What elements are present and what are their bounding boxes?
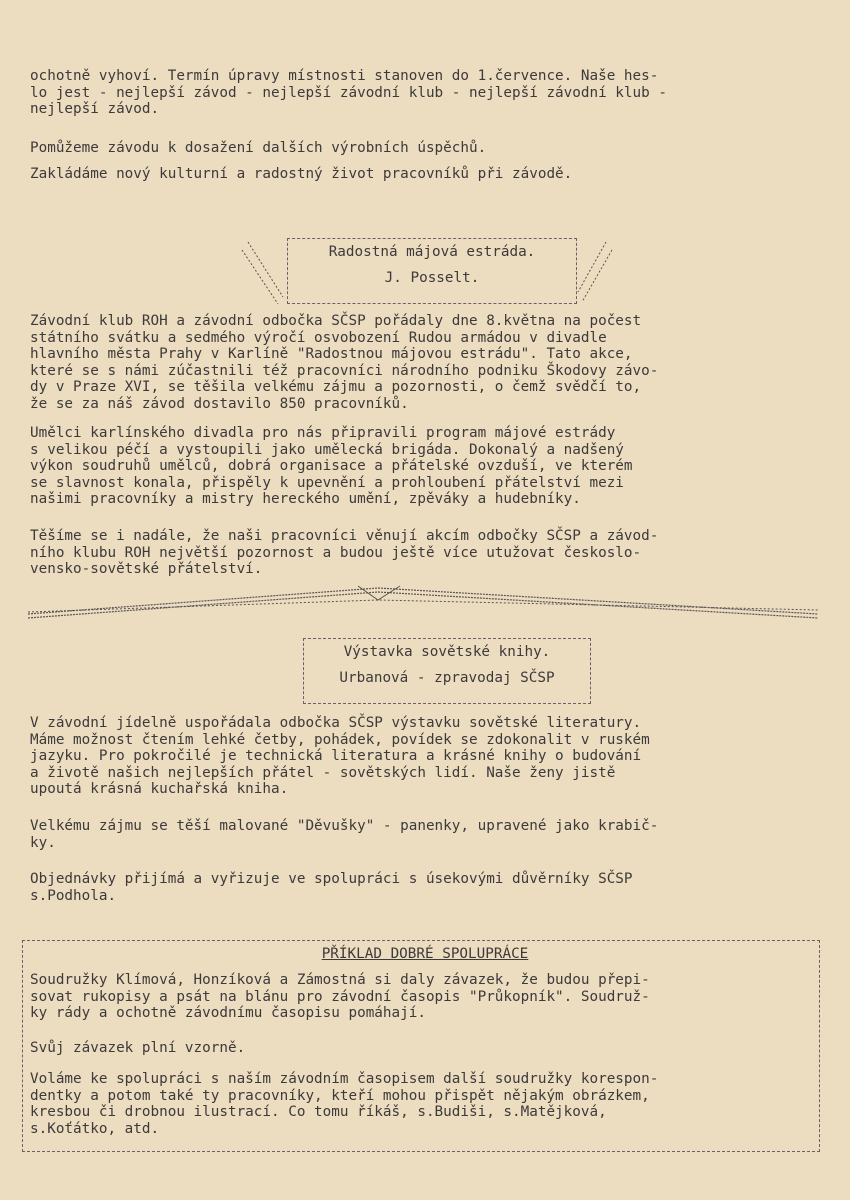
text-line: Voláme ke spolupráci s naším závodním časopisem další soudružky korespon- [30,1071,659,1087]
text-line: Závodní klub ROH a závodní odbočka SČSP pořádaly dne 8.května na počest [30,313,642,329]
text-line: lo jest - nejlepší závod - nejlepší závodní klub - nejlepší závodní klub - [30,84,667,101]
text-line: s velikou péčí a vystoupili jako umělecká brigáda. Dokonalý a nadšený [30,441,624,458]
article2-heading-box [303,638,591,704]
article3-paragraph-3 [30,1071,820,1137]
text-line: Máme možnost čtením lehké četby, pohádek, povídek se zdokonalit v ruském [30,731,650,748]
text-line: které se s námi zúčastnili též pracovníci národního podniku Škodovy závo- [30,362,659,379]
article1-paragraph-1 [30,313,820,412]
text-line: Pomůžeme závodu k dosažení dalších výrobních úspěchů. [30,140,487,156]
text-line: dentky a potom také ty pracovníky, kteří mohou přispět nějakým obrázkem, [30,1087,650,1104]
text-line: dy v Praze XVI, se těšila velkému zájmu a pozornosti, o čemž svědčí to, [30,379,642,395]
text-line: Svůj závazek plní vzorně. [30,1040,246,1056]
text-line: ochotně vyhoví. Termín úpravy místnosti stanoven do 1.července. Naše hes- [30,68,659,84]
text-line: nejlepší závod. [30,101,160,117]
text-line: ky rády a ochotně závodnímu časopisu pomáhají. [30,1005,426,1021]
article2-paragraph-3 [30,871,820,904]
text-line: sovat rukopisy a psát na blánu pro závodní časopis "Průkopník". Soudruž- [30,988,650,1005]
text-line: Umělci karlínského divadla pro nás připravili program májové estrády [30,425,616,441]
article3-paragraph-1 [30,972,820,1022]
article2-author: Urbanová - zpravodaj SČSP [339,670,555,686]
text-line: V závodní jídelně uspořádala odbočka SČSP výstavku sovětské literatury. [30,715,642,731]
text-line: státního svátku a sedmého výročí osvobození Rudou armádou v divadle [30,329,607,346]
text-line: výkon soudruhů umělců, dobrá organisace a přátelské ovzduší, ve kterém [30,458,633,474]
article2-paragraph-2 [30,818,820,851]
article3-heading [30,946,820,963]
article2-paragraph-1 [30,715,820,798]
intro-paragraph [30,68,820,118]
text-line: Těšíme se i nadále, že naši pracovníci věnují akcím odbočky SČSP a závod- [30,528,659,544]
text-line: Zakládáme nový kulturní a radostný život pracovníků při závodě. [30,166,573,182]
article3-title: PŘÍKLAD DOBRÉ SPOLUPRÁCE [321,946,529,962]
text-line: hlavního města Prahy v Karlíně "Radostnou májovou estrádu". Tato akce, [30,346,633,362]
article2-title: Výstavka sovětské knihy. [343,644,551,660]
text-line: se slavnost konala, přispěly k upevnění a prohloubení přátelství mezi [30,474,624,491]
text-line: a životě našich nejlepších přátel - sovětských lidí. Naše ženy jistě [30,764,616,781]
text-line: kresbou či drobnou ilustrací. Co tomu říkáš, s.Budiši, s.Matějková, [30,1104,607,1120]
article1-paragraph-3 [30,528,820,578]
article3-paragraph-2 [30,1040,820,1057]
text-line: jazyku. Pro pokročilé je technická literatura a krásné knihy o budování [30,748,642,764]
text-line: Objednávky přijímá a vyřizuje ve spolupráci s úsekovými důvěrníky SČSP [30,871,633,887]
text-line: že se za náš závod dostavilo 850 pracovníků. [30,395,409,412]
article1-author: J. Posselt. [384,270,480,286]
text-line: s.Koťátko, atd. [30,1120,160,1137]
text-line: Velkému zájmu se těší malované "Děvušky" - panenky, upravené jako krabič- [30,818,659,834]
text-line: upoutá krásná kuchařská kniha. [30,781,289,797]
article1-title: Radostná májová estráda. [328,244,536,260]
intro-paragraph-2 [30,140,820,157]
text-line: ky. [30,834,56,851]
text-line: našimi pracovníky a mistry hereckého umění, zpěváky a hudebníky. [30,491,581,507]
text-line: vensko-sovětské přátelství. [30,561,263,577]
section-divider [28,582,820,628]
article1-paragraph-2 [30,425,820,508]
text-line: Soudružky Klímová, Honzíková a Zámostná si daly závazek, že budou přepi- [30,972,650,988]
text-line: ního klubu ROH největší pozornost a budou ještě více utužovat českoslo- [30,544,642,561]
intro-paragraph-3 [30,166,820,183]
text-line: s.Podhola. [30,887,117,904]
article1-heading-box [287,238,577,304]
